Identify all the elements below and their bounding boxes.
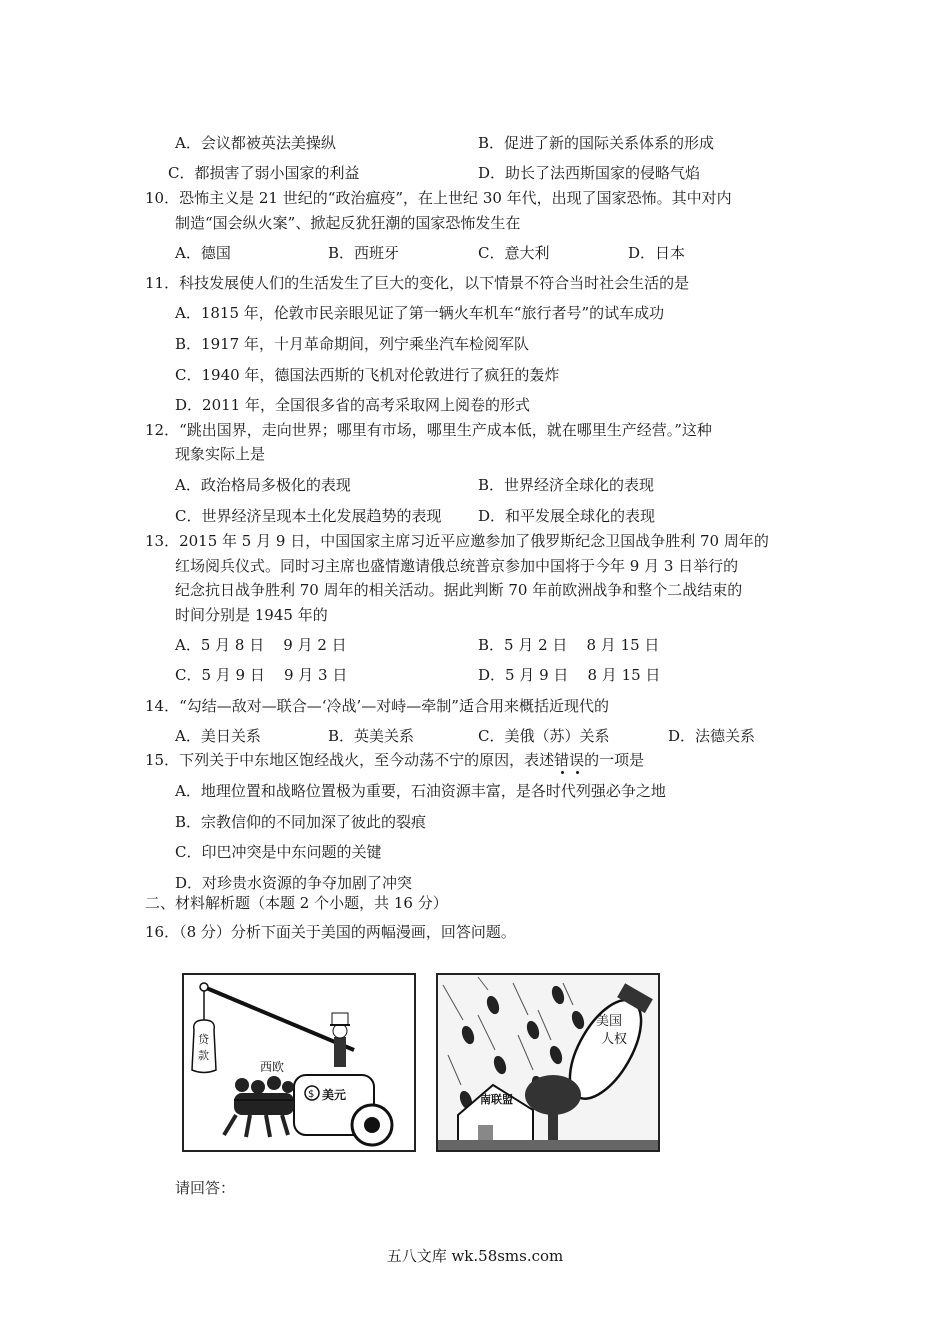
label-loan-2: 款 [198,1049,209,1062]
q13-option-d: D．5 月 9 日 8 月 15 日 [478,666,661,684]
q9-option-d: D．助长了法西斯国家的侵略气焰 [478,164,701,182]
label-west-europe: 西欧 [260,1060,285,1074]
q12-option-a: A．政治格局多极化的表现 [175,476,351,494]
q11-option-b: B．1917 年，十月革命期间，列宁乘坐汽车检阅军队 [175,335,529,353]
q9-option-c: C．都损害了弱小国家的利益 [168,164,360,182]
q15-stem-post: 的一项是 [584,751,645,769]
label-human-rights-1: 美国 [596,1014,623,1029]
q16-stem: 16．（8 分）分析下面关于美国的两幅漫画，回答问题。 [145,923,516,941]
q14-option-c: C．美俄（苏）关系 [478,727,610,745]
q12-stem-line2: 现象实际上是 [175,445,266,463]
label-yugoslavia: 南联盟 [480,1093,513,1106]
q10-option-c: C．意大利 [478,244,550,262]
q14-option-b: B．英美关系 [328,727,415,745]
q11-option-c: C．1940 年，德国法西斯的飞机对伦敦进行了疯狂的轰炸 [175,366,560,384]
answer-prompt: 请回答： [175,1179,236,1197]
q14-stem: 14．“勾结—敌对—联合—‘冷战’—对峙—牵制”适合用来概括近现代的 [145,697,609,715]
q13-option-c: C．5 月 9 日 9 月 3 日 [175,666,348,684]
q14-option-a: A．美日关系 [175,727,261,745]
q11-option-d: D．2011 年，全国很多省的高考采取网上阅卷的形式 [175,396,530,414]
q9-option-a: A．会议都被英法美操纵 [175,134,336,152]
q12-stem-line1: 12．“跳出国界，走向世界；哪里有市场，哪里生产成本低，就在哪里生产经营。”这种 [145,421,712,439]
q15-emphasis-2: 误 [569,751,585,769]
q10-option-a: A．德国 [175,244,231,262]
svg-text:$: $ [308,1089,315,1100]
q12-option-b: B．世界经济全球化的表现 [478,476,655,494]
cartoon-human-rights-bombing [436,973,660,1152]
q15-option-b: B．宗教信仰的不同加深了彼此的裂痕 [175,813,427,831]
q10-stem-line2: 制造“国会纵火案”、掀起反犹狂潮的国家恐怖发生在 [175,214,521,232]
q14-option-d: D．法德关系 [668,727,756,745]
q11-stem: 11．科技发展使人们的生活发生了巨大的变化，以下情景不符合当时社会生活的是 [145,274,690,292]
footer-watermark: 五八文库 wk.58sms.com [386,1247,564,1265]
label-loan-1: 贷 [198,1033,209,1046]
label-human-rights-2: 人权 [601,1032,628,1047]
q12-option-c: C．世界经济呈现本土化发展趋势的表现 [175,507,442,525]
q15-stem-pre: 15．下列关于中东地区饱经战火，至今动荡不宁的原因，表述 [145,751,555,769]
section-2-heading: 二、材料解析题（本题 2 个小题，共 16 分） [145,894,448,912]
q13-stem-line2: 红场阅兵仪式。同时习主席也盛情邀请俄总统普京参加中国将于今年 9 月 3 日举行的 [175,557,739,575]
q13-option-b: B．5 月 2 日 8 月 15 日 [478,636,660,654]
q15-option-a: A．地理位置和战略位置极为重要，石油资源丰富，是各时代列强必争之地 [175,782,666,800]
q10-option-b: B．西班牙 [328,244,400,262]
q13-option-a: A．5 月 8 日 9 月 2 日 [175,636,347,654]
q15-option-d: D．对珍贵水资源的争夺加剧了冲突 [175,874,413,892]
q13-stem-line3: 纪念抗日战争胜利 70 周年的相关活动。据此判断 70 年前欧洲战争和整个二战结束的 [175,581,743,599]
q9-option-b: B．促进了新的国际关系体系的形成 [478,134,715,152]
q12-option-d: D．和平发展全球化的表现 [478,507,656,525]
q15-option-c: C．印巴冲突是中东问题的关键 [175,843,382,861]
q13-stem-line4: 时间分别是 1945 年的 [175,606,328,624]
q10-stem-line1: 10．恐怖主义是 21 世纪的“政治瘟疫”，在上世纪 30 年代，出现了国家恐怖。其中对内 [145,189,732,207]
q13-stem-line1: 13．2015 年 5 月 9 日，中国国家主席习近平应邀参加了俄罗斯纪念卫国战争胜利 70 周年的 [145,532,769,550]
cartoon-marshall-plan [182,973,416,1152]
q15-emphasis-1: 错 [554,751,570,769]
q11-option-a: A．1815 年，伦敦市民亲眼见证了第一辆火车机车“旅行者号”的试车成功 [175,304,665,322]
label-dollar: 美元 [322,1088,347,1102]
q15-stem [145,750,644,770]
q10-option-d: D．日本 [628,244,686,262]
